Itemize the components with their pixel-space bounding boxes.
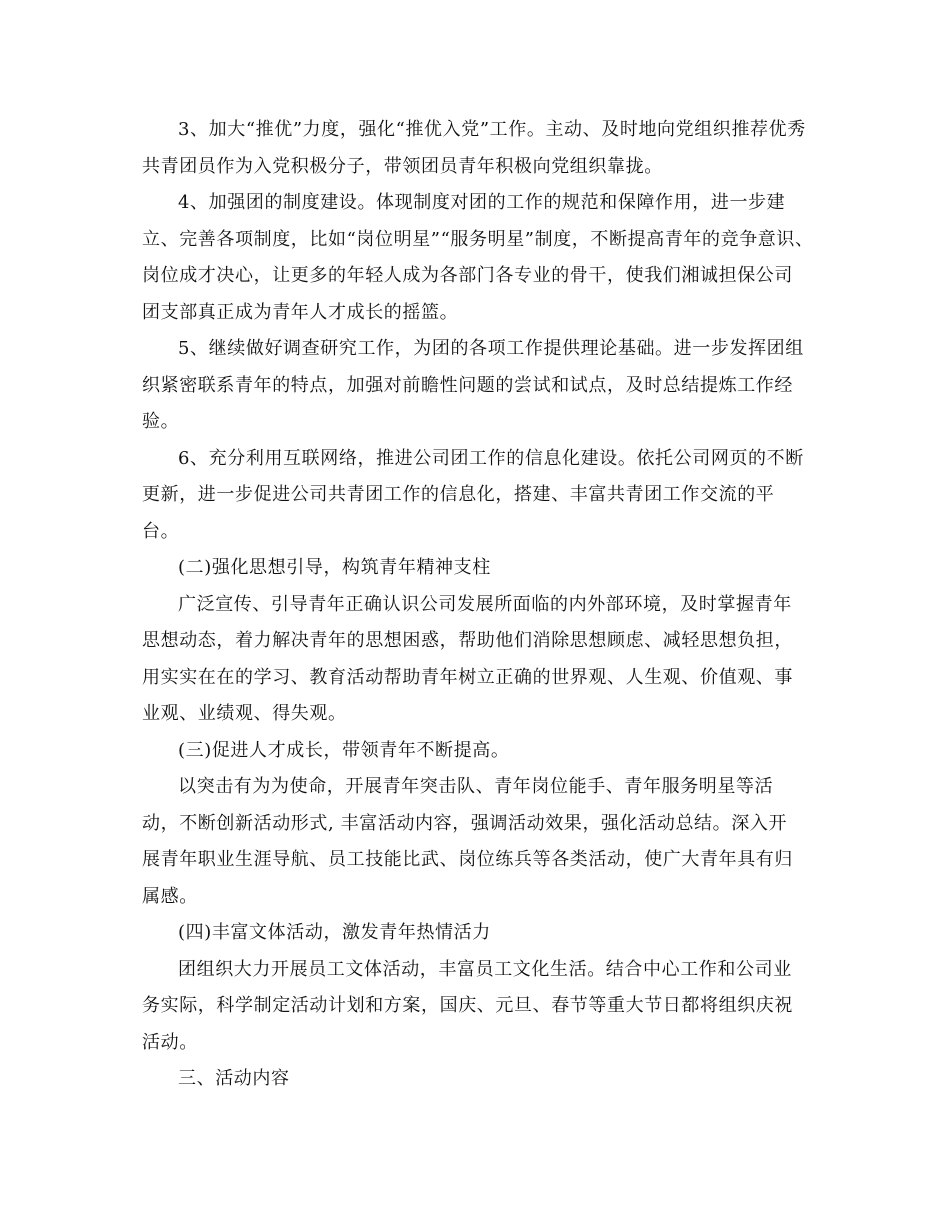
paragraph-line: 更新，进一步促进公司共青团工作的信息化，搭建、丰富共青团工作交流的平 — [142, 484, 775, 505]
paragraph-line: 织紧密联系青年的特点，加强对前瞻性问题的尝试和试点，及时总结提炼工作经 — [142, 374, 793, 396]
paragraph-line: 岗位成才决心，让更多的年轻人成为各部门各专业的骨干，使我们湘诚担保公司 — [142, 265, 793, 286]
paragraph-line: 务实际，科学制定活动计划和方案，国庆、元旦、春节等重大节日都将组织庆祝 — [142, 995, 793, 1016]
paragraph-line: (二)强化思想引导，构筑青年精神支柱 — [178, 557, 491, 578]
paragraph-line: 团支部真正成为青年人才成长的摇篮。 — [142, 301, 459, 323]
paragraph — [142, 441, 812, 551]
paragraph-line: 属感。 — [142, 885, 198, 907]
paragraph-line: 广泛宣传、引导青年正确认识公司发展所面临的内外部环境，及时掌握青年 — [178, 593, 792, 615]
paragraph-line: 验。 — [142, 411, 180, 432]
paragraph-line: 6、充分利用互联网络，推进公司团工作的信息化建设。依托公司网页的不断 — [178, 447, 804, 469]
paragraph-line: 动，不断创新活动形式, 丰富活动内容，强调活动效果，强化活动总结。深入开 — [142, 812, 788, 834]
paragraph-line: 以突击有为为使命，开展青年突击队、青年岗位能手、青年服务明星等活 — [178, 776, 774, 797]
paragraph — [142, 550, 812, 587]
paragraph — [142, 952, 812, 1062]
paragraph — [142, 1061, 812, 1098]
paragraph-line: 台。 — [142, 520, 180, 542]
paragraph — [142, 112, 812, 185]
paragraph-line: (四)丰富文体活动，激发青年热情活力 — [178, 922, 491, 943]
paragraph-line: 三、活动内容 — [178, 1068, 290, 1089]
paragraph-line: 业观、业绩观、得失观。 — [142, 703, 347, 724]
paragraph-line: 3、加大“推优”力度，强化“推优入党”工作。主动、及时地向党组织推荐优秀 — [178, 119, 806, 140]
paragraph-line: (三)促进人才成长，带领青年不断提高。 — [178, 739, 510, 761]
paragraph-line: 用实实在在的学习、教育活动帮助青年树立正确的世界观、人生观、价值观、事 — [142, 666, 793, 688]
paragraph-line: 展青年职业生涯导航、员工技能比武、岗位练兵等各类活动，使广大青年具有归 — [142, 849, 793, 870]
paragraph — [142, 185, 812, 331]
paragraph-line: 团组织大力开展员工文体活动，丰富员工文化生活。结合中心工作和公司业 — [178, 958, 792, 980]
paragraph-line: 思想动态，着力解决青年的思想困惑，帮助他们消除思想顾虑、减轻思想负担， — [142, 630, 793, 651]
paragraph-line: 共青团员作为入党积极分子，带领团员青年积极向党组织靠拢。 — [142, 155, 663, 177]
paragraph-line: 活动。 — [142, 1031, 198, 1053]
paragraph — [142, 769, 812, 915]
paragraph — [142, 915, 812, 952]
paragraph-line: 立、完善各项制度，比如“岗位明星”“服务明星”制度，不断提高青年的竞争意识、 — [142, 228, 814, 250]
paragraph — [142, 733, 812, 770]
document-body — [142, 112, 812, 1098]
paragraph-line: 5、继续做好调查研究工作，为团的各项工作提供理论基础。进一步发挥团组 — [178, 338, 804, 359]
paragraph-line: 4、加强团的制度建设。体现制度对团的工作的规范和保障作用，进一步建 — [178, 192, 786, 213]
paragraph — [142, 331, 812, 441]
paragraph — [142, 587, 812, 733]
